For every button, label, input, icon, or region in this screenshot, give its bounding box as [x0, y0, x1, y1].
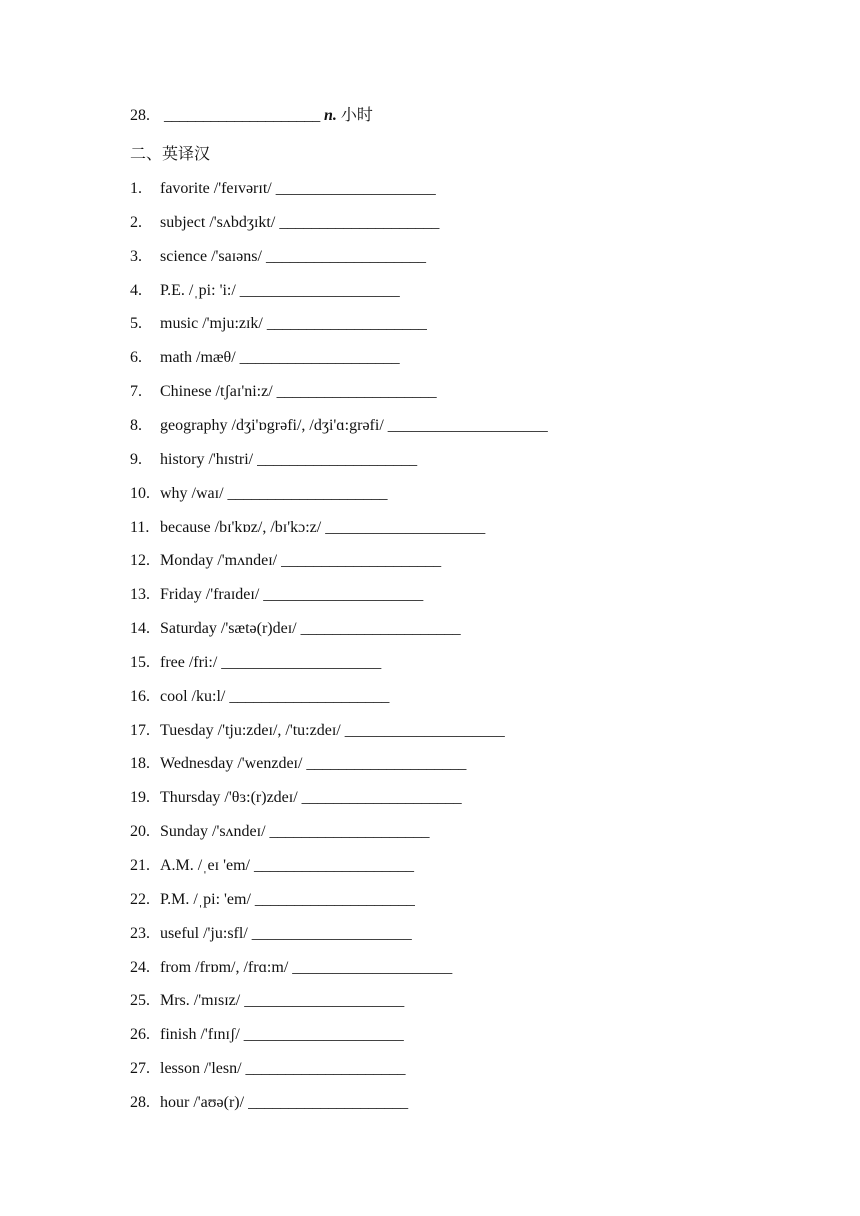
item-number: 22.	[130, 890, 150, 908]
list-item	[130, 450, 417, 470]
item-text: math /mæθ/ ____________________	[160, 349, 400, 367]
list-item	[130, 281, 400, 301]
list-item	[130, 1025, 404, 1045]
item-text: music /'mju:zɪk/ ____________________	[160, 315, 427, 333]
part-of-speech: n.	[324, 107, 337, 124]
item-number: 7.	[130, 383, 142, 401]
section-heading: 二、英译汉	[130, 146, 211, 163]
item-text: Thursday /'θɜ:(r)zdeɪ/ ____________________	[160, 789, 462, 807]
list-item	[130, 213, 439, 233]
item-number: 21.	[130, 857, 150, 874]
list-item	[130, 585, 423, 605]
item-number: 18.	[130, 755, 150, 773]
list-item	[130, 856, 414, 876]
item-text: Friday /'fraɪdeɪ/ ____________________	[160, 586, 424, 604]
item-number: 28.	[130, 107, 150, 124]
item-text: P.E. /ˌpi: 'i:/ ____________________	[160, 281, 400, 299]
item-text: history /'hɪstri/ ____________________	[160, 450, 418, 468]
item-number: 13.	[130, 586, 150, 604]
item-number: 23.	[130, 924, 150, 942]
list-item	[130, 653, 381, 673]
item-number: 28.	[130, 1093, 150, 1111]
item-text: Sunday /'sʌndeɪ/ ____________________	[160, 823, 430, 841]
list-item	[130, 619, 461, 639]
item-number: 15.	[130, 653, 150, 671]
list-item	[130, 314, 427, 334]
item-number: 5.	[130, 315, 142, 333]
item-text: because /bɪ'kɒz/, /bɪ'kɔ:z/ ____________________	[160, 518, 486, 536]
item-text: Wednesday /'wenzdeɪ/ ____________________	[160, 755, 467, 773]
item-number: 9.	[130, 450, 142, 468]
item-number: 14.	[130, 620, 150, 638]
item-text: P.M. /ˌpi: 'em/ ____________________	[160, 890, 415, 908]
list-item	[130, 822, 430, 842]
answer-blank: ____________________	[164, 107, 321, 124]
item-text: Saturday /'sætə(r)deɪ/ ____________________	[160, 620, 461, 638]
item-text: finish /'fɪnɪʃ/ ____________________	[160, 1026, 404, 1044]
item-number: 27.	[130, 1060, 150, 1078]
list-item	[130, 484, 388, 504]
item-text: Tuesday /'tju:zdeɪ/, /'tu:zdeɪ/ ____________________	[160, 721, 505, 739]
list-item	[130, 551, 441, 571]
item-number: 16.	[130, 687, 150, 705]
list-item	[130, 958, 452, 978]
list-item	[130, 1093, 408, 1113]
list-item	[130, 518, 485, 538]
item-text: Monday /'mʌndeɪ/ ____________________	[160, 552, 442, 570]
item-text: favorite /'feɪvərɪt/ ____________________	[160, 180, 436, 197]
item-text: hour /'aʊə(r)/ ____________________	[160, 1093, 409, 1111]
item-text: lesson /'lesn/ ____________________	[160, 1060, 406, 1078]
item-number: 6.	[130, 349, 142, 367]
list-item	[130, 788, 462, 808]
item-number: 17.	[130, 721, 150, 739]
item-number: 8.	[130, 416, 142, 434]
list-item	[130, 924, 412, 944]
item-text: why /waɪ/ ____________________	[160, 484, 388, 502]
item-text: A.M. /ˌeɪ 'em/ ____________________	[160, 857, 414, 874]
item-number: 11.	[130, 518, 150, 536]
item-number: 1.	[130, 180, 142, 197]
list-item	[130, 1059, 406, 1079]
chinese-meaning: 小时	[340, 107, 373, 124]
item-text: subject /'sʌbdʒɪkt/ ____________________	[160, 213, 440, 231]
list-item	[130, 348, 400, 368]
item-text: useful /'ju:sfl/ ____________________	[160, 924, 412, 942]
list-item	[130, 890, 415, 910]
list-item	[130, 991, 404, 1011]
item-number: 12.	[130, 552, 150, 570]
list-item	[130, 382, 437, 402]
item-text: geography /dʒi'ɒgrəfi/, /dʒi'ɑ:grəfi/ ____________________	[160, 416, 548, 434]
list-item	[130, 416, 548, 436]
item-number: 3.	[130, 247, 142, 265]
list-item	[130, 687, 389, 707]
item-number: 2.	[130, 213, 142, 231]
item-number: 24.	[130, 958, 150, 976]
list-item	[130, 721, 505, 741]
item-number: 19.	[130, 789, 150, 807]
item-number: 20.	[130, 823, 150, 841]
item-number: 10.	[130, 484, 150, 502]
item-number: 25.	[130, 992, 150, 1010]
item-text: from /frɒm/, /frɑ:m/ ____________________	[160, 958, 453, 976]
item-number: 4.	[130, 281, 142, 299]
item-text: Mrs. /'mɪsɪz/ ____________________	[160, 992, 405, 1010]
item-text: free /fri:/ ____________________	[160, 653, 382, 671]
list-item	[130, 247, 426, 267]
list-item	[130, 179, 436, 199]
item-text: Chinese /tʃaɪ'ni:z/ ____________________	[160, 383, 437, 401]
item-text: science /'saɪəns/ ____________________	[160, 247, 426, 265]
item-text: cool /ku:l/ ____________________	[160, 687, 390, 705]
list-item	[130, 754, 466, 774]
item-number: 26.	[130, 1026, 150, 1044]
top-item-28	[130, 106, 373, 126]
